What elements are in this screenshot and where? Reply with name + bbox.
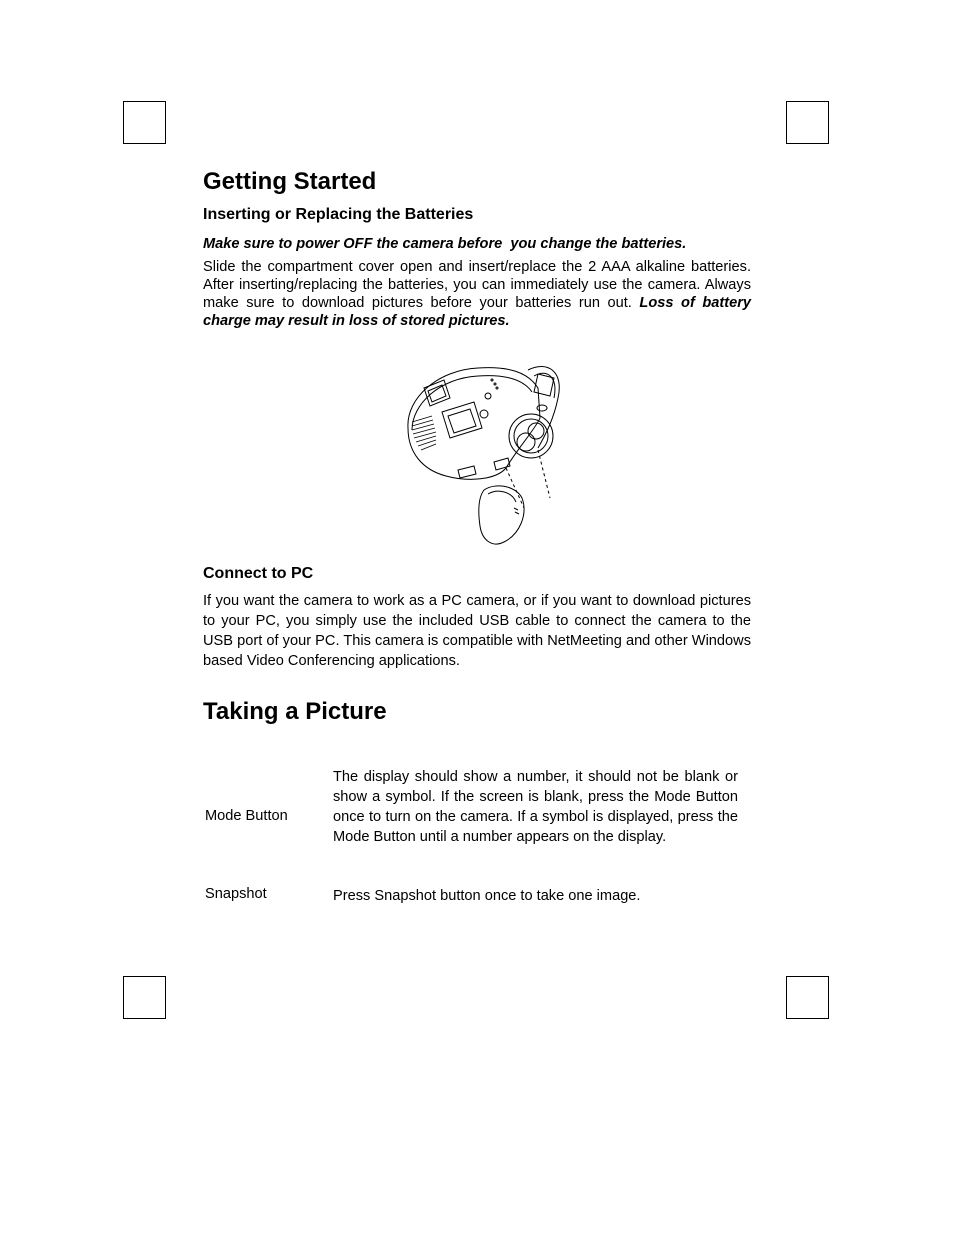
crop-mark-top-left (123, 101, 166, 144)
batteries-warning: Make sure to power OFF the camera before you change the batteries. (203, 236, 687, 252)
crop-mark-bottom-right (786, 976, 829, 1019)
snapshot-definition: Press Snapshot button once to take one image. (333, 888, 641, 904)
batteries-body-text: Slide the compartment cover open and insert/replace the 2 AAA alkaline batteries. After inserting/replacing the batteries, you can immediately use the camera. Always make sure to download pictures before your batteries run out. (203, 259, 751, 311)
batteries-body-emphasis: Loss of battery charge may result in loss of stored pictures. (203, 295, 752, 329)
snapshot-term: Snapshot (205, 886, 267, 902)
batteries-body (203, 258, 751, 330)
mode-button-term: Mode Button (205, 808, 288, 824)
camera-battery-illustration (398, 358, 566, 550)
batteries-heading: Inserting or Replacing the Batteries (203, 206, 474, 223)
mode-button-definition: The display should show a number, it should not be blank or show a symbol. If the screen is blank, press the Mode Button once to turn on the camera. If a symbol is displayed, press the Mode Button until a number appears on the display. (333, 769, 738, 845)
getting-started-title: Getting Started (203, 168, 377, 195)
taking-picture-title: Taking a Picture (203, 698, 387, 725)
crop-mark-bottom-left (123, 976, 166, 1019)
connect-pc-heading: Connect to PC (203, 565, 314, 582)
connect-pc-body: If you want the camera to work as a PC camera, or if you want to download pictures to your PC, you simply use the included USB cable to connect the camera to the USB port of your PC. This camera is compatible with NetMeeting and other Windows based Video Conferencing applications. (203, 593, 751, 669)
crop-mark-top-right (786, 101, 829, 144)
